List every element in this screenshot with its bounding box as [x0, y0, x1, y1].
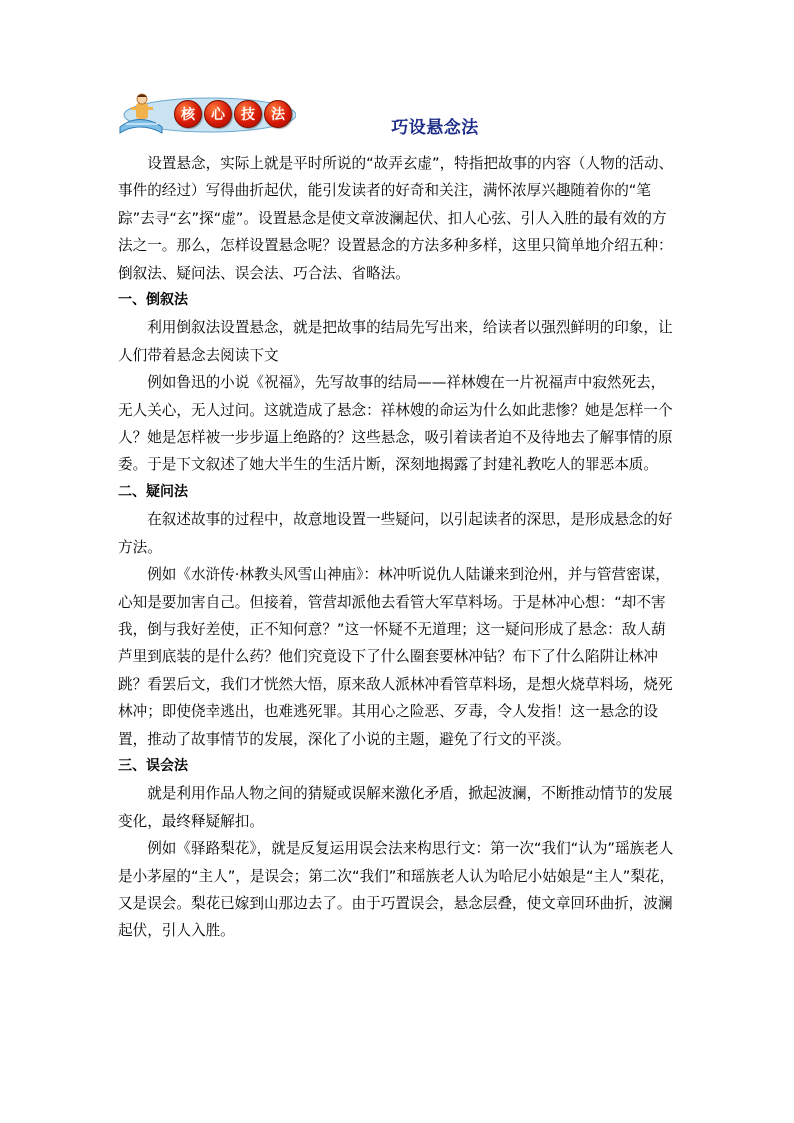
badge-heart: 心: [204, 100, 232, 128]
paragraph: 就是利用作品人物之间的猜疑或误解来激化矛盾，掀起波澜，不断推动情节的发展变化，最终释疑解扣。: [118, 785, 673, 830]
page-title: 巧设悬念法: [391, 118, 479, 138]
badge-skill: 技: [234, 100, 262, 128]
section-heading-question: 二、疑问法: [118, 483, 188, 500]
section-heading-misunderstanding: 三、误会法: [118, 757, 188, 774]
section-heading-flashback: 一、倒叙法: [118, 292, 188, 309]
badge-core: 核: [174, 100, 202, 128]
paragraph: 例如《驿路梨花》，就是反复运用误会法来构思行文：第一次“我们“认为”瑶族老人是小茅屋的“主人”，是误会；第二次“我们”和瑶族老人认为哈尼小姑娘是“主人”梨花，又是误会。梨花已嫁到山那边去了。由于巧置误会，悬念层叠，使文章回环曲折，波澜起伏，引人入胜。: [118, 840, 675, 940]
paragraph: 例如鲁迅的小说《祝福》，先写故事的结局——祥林嫂在一片祝福声中寂然死去，无人关心，无人过问。这就造成了悬念：祥林嫂的命运为什么如此悲惨？她是怎样一个人？她是怎样被一步步逼上绝路的？这些悬念，吸引着读者迫不及待地去了解事情的原委。于是下文叙述了她大半生的生活片断，深刻地揭露了封建礼教吃人的罪恶本质。: [118, 374, 673, 474]
intro-paragraph: 设置悬念，实际上就是平时所说的“故弄玄虚”，特指把故事的内容（人物的活动、事件的经过）写得曲折起伏，能引发读者的好奇和关注，满怀浓厚兴趣随着你的“笔踪”去寻“玄”探“虚”。设置悬念是使文章波澜起伏、扣人心弦、引人入胜的最有效的方法之一。那么，怎样设置悬念呢？设置悬念的方法多种多样，这里只简单地介绍五种：倒叙法、疑问法、误会法、巧合法、省略法。: [118, 155, 674, 282]
paragraph: 利用倒叙法设置悬念，就是把故事的结局先写出来，给读者以强烈鲜明的印象，让人们带着悬念去阅读下文: [118, 319, 673, 364]
article-body: [118, 150, 678, 945]
badge-method: 法: [264, 100, 292, 128]
paragraph: 在叙述故事的过程中，故意地设置一些疑问，以引起读者的深思，是形成悬念的好方法。: [118, 511, 673, 556]
core-skill-badges: [174, 100, 292, 128]
paragraph: 例如《水浒传·林教头风雪山神庙》：林冲听说仇人陆谦来到沧州，并与管营密谋，心知是要加害自己。但接着，管营却派他去看管大军草料场。于是林冲心想：“却不害我，倒与我好差使，正不知何意？”这一怀疑不无道理；这一疑问形成了悬念：敌人葫芦里到底装的是什么药？他们究竟设下了什么圈套要林冲钻？布下了什么陷阱让林冲跳？看罢后文，我们才恍然大悟，原来敌人派林冲看管草料场，是想火烧草料场，烧死林冲；即使侥幸逃出，也难逃死罪。其用心之险恶、歹毒，令人发指！这一悬念的设置，推动了故事情节的发展，深化了小说的主题，避免了行文的平淡。: [118, 566, 673, 748]
